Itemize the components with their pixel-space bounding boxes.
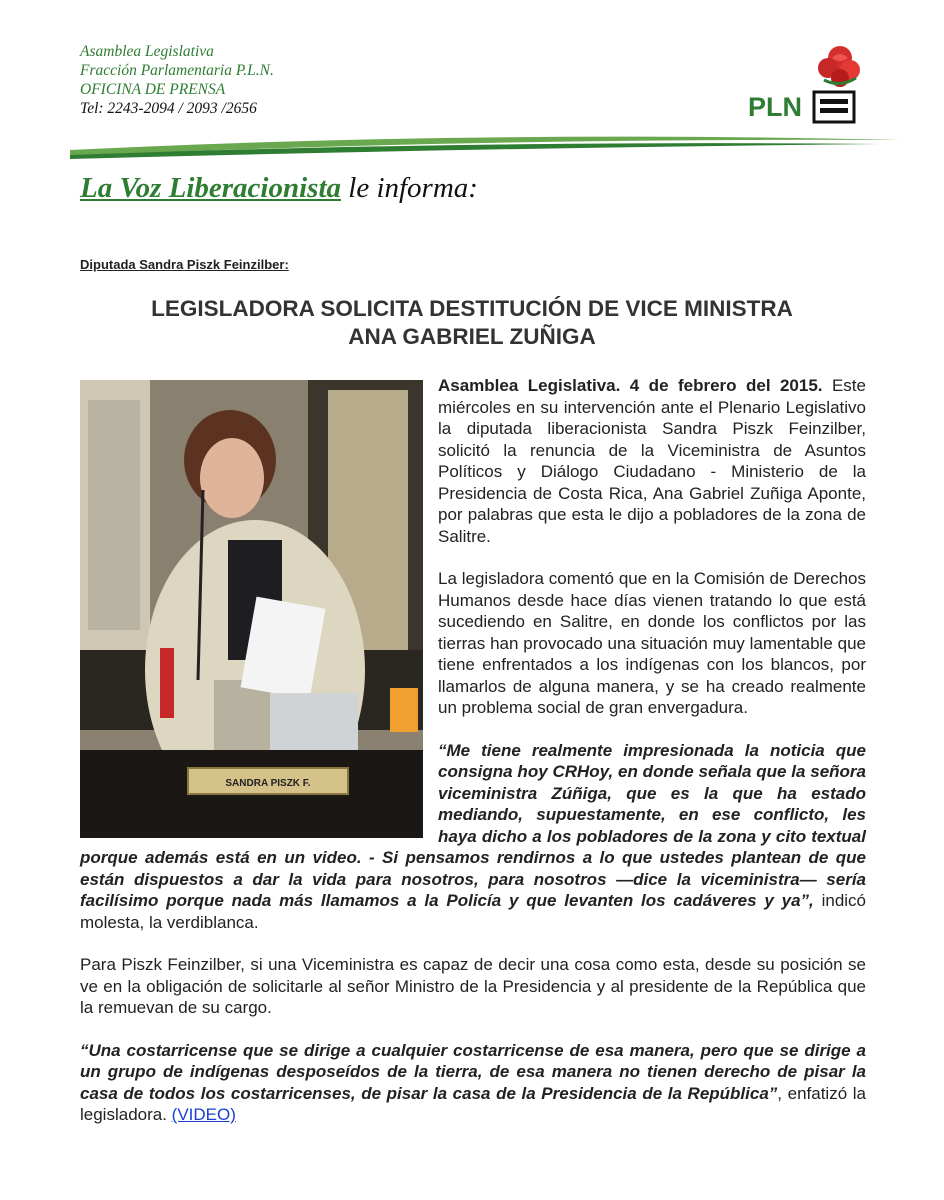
paragraph-3-tail: indicó molesta, la verdiblanca. (80, 891, 866, 932)
masthead-tagline: le informa: (341, 172, 478, 204)
photo-nameplate: SANDRA PISZK F. (225, 778, 311, 789)
article-body (80, 375, 866, 1147)
photo-float-space (80, 375, 438, 845)
pln-logo-text: PLN (748, 92, 802, 122)
article-paragraph-5 (80, 1040, 866, 1126)
header-assembly: Asamblea Legislativa (80, 43, 214, 60)
dateline: Asamblea Legislativa. 4 de febrero del 2015. (438, 376, 823, 395)
article-paragraph-4: Para Piszk Feinzilber, si una Viceministra es capaz de decir una cosa como esta, desde su posición se ve en la obligación de solicitarle al señor Ministro de la Presidencia y al presidente de la República que la remuevan de su cargo. (80, 955, 866, 1017)
press-office-header (80, 42, 274, 118)
paragraph-1-text: Este miércoles en su intervención ante el Plenario Legislativo la diputada liberacionista Sandra Piszk Feinzilber, solicitó la renuncia de la Viceministra de Asuntos Políticos y Diálogo Ciudadano - Ministerio de la Presidencia de Costa Rica, Ana Gabriel Zuñiga Aponte, por palabras que esta le dijo a pobladores de la zona de Salitre. (438, 376, 866, 546)
masthead (80, 172, 478, 205)
flag-box-icon (814, 92, 854, 122)
video-link[interactable]: (VIDEO) (171, 1105, 236, 1124)
headline-line-2: ANA GABRIEL ZUÑIGA (348, 324, 596, 349)
headline-line-1: LEGISLADORA SOLICITA DESTITUCIÓN DE VICE MINISTRA (151, 296, 793, 321)
header-swoosh (0, 128, 944, 164)
header-phone: Tel: 2243-2094 / 2093 /2656 (80, 100, 257, 117)
headline (80, 295, 864, 351)
masthead-brand: La Voz Liberacionista (80, 172, 342, 204)
rose-icon (818, 46, 860, 87)
quote-viceminister: “Me tiene realmente impresionada la noticia que consigna hoy CRHoy, en donde señala que la señora viceministra Zúñiga, que es la que ha estado mediando, supuestamente, en ese conflicto, les haya dicho a los pobladores de la zona y cito textual porque además está en un video. - Si pensamos rendirnos a lo que ustedes plantean de que están dispuestos a dar la vida para nosotros, para nosotros —dice la viceministra— sería facilísimo porque nada más llamamos a la Policía y que levanten los cadáveres y ya”, (80, 740, 866, 910)
pln-logo (744, 44, 868, 130)
quote-legislator: “Una costarricense que se dirige a cualquier costarricense de esa manera, pero que se dirige a un grupo de indígenas desposeídos de la tierra, de esa manera no tienen derecho de pisar la casa de todos los costarricenses, de pisar la casa de la Presidencia de la República” (80, 1040, 866, 1103)
paragraph-5-tail: , enfatizó la legisladora. (80, 1083, 866, 1124)
header-fraction: Fracción Parlamentaria P.L.N. (80, 62, 274, 79)
kicker: Diputada Sandra Piszk Feinzilber: (80, 257, 289, 272)
article-paragraph-2: La legisladora comentó que en la Comisión de Derechos Humanos desde hace días vienen tratando lo que está sucediendo en Salitre, en donde los conflictos por las tierras han provocado una situación muy lamentable que tiene enfrentados a los indígenas con los blancos, por llamarlos de alguna manera, y se ha creado realmente un problema social de gran envergadura. (438, 569, 866, 717)
header-office: OFICINA DE PRENSA (80, 81, 226, 98)
